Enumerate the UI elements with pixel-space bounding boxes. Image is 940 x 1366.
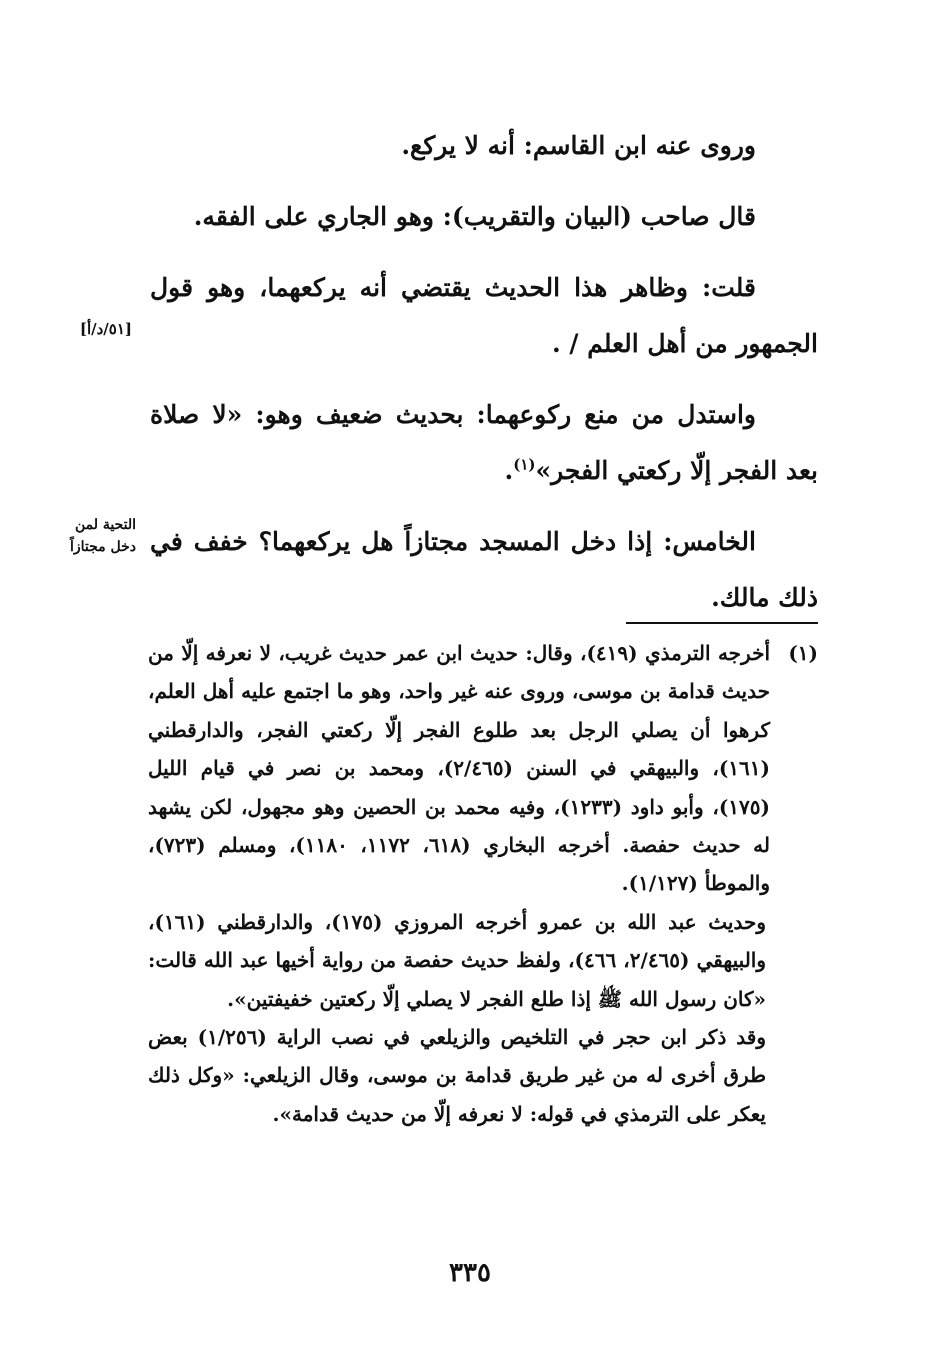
footnote-paragraph-1: أخرجه الترمذي (٤١٩)، وقال: حديث ابن عمر حديث غريب، لا نعرفه إلّا من حديث قدامة بن موسى، وروى عنه غير واحد، وهو ما اجتمع عليه أهل العلم، كرهوا أن يصلي الرجل بعد طلوع الفجر إلّا ركعتي الفجر، والدارقطني (١٦١)، والبيهقي في السنن (٢/٤٦٥)، ومحمد بن نصر في قيام الليل (١٧٥)، وأبو داود (١٢٣٣)، وفيه محمد بن الحصين وهو مجهول، لكن يشهد له حديث حفصة. أخرجه البخاري (٦١٨، ١١٧٢، ١١٨٠)، ومسلم (٧٢٣)، والموطأ (١/١٢٧). (148, 641, 770, 896)
footnote-reference[interactable]: (١) (513, 455, 536, 474)
paragraph-qultu-text: وظاهر هذا الحديث يقتضي أنه يركعهما، وهو قول الجمهور من أهل العلم / . (150, 273, 818, 358)
footnote-number: (١) (788, 641, 818, 665)
keyword-khamis: الخامس: (663, 527, 756, 556)
paragraph-ibn-al-qasim: وروى عنه ابن القاسم: أنه لا يركع. (401, 131, 756, 160)
manuscript-folio-marker: [٥١/د/أ] (79, 320, 132, 338)
main-text (150, 118, 818, 626)
side-heading-line-1: التحية لمن (74, 517, 136, 533)
footnotes (148, 634, 818, 1133)
keyword-qultu: قلت: (701, 273, 756, 302)
paragraph-khamis-text: إذا دخل المسجد مجتازاً هل يركعهما؟ خفف في ذلك مالك. (150, 527, 818, 612)
paragraph-bayan-taqrib: قال صاحب (البيان والتقريب): وهو الجاري على الفقه. (193, 202, 756, 231)
paragraph-istadalla (150, 387, 818, 499)
footnote-separator (626, 622, 818, 624)
paragraph-istadalla-end: . (504, 456, 514, 485)
side-heading (30, 514, 136, 558)
footnote-1 (148, 634, 818, 903)
paragraph-khamis (150, 514, 818, 626)
page-number: ٣٣٥ (449, 1258, 491, 1288)
paragraph-qultu (150, 260, 818, 372)
paragraph-istadalla-text: واستدل من منع ركوعهما: بحديث ضعيف وهو: «لا صلاة بعد الفجر إلّا ركعتي الفجر» (150, 400, 818, 485)
side-heading-line-2: دخل مجتازاً (69, 539, 136, 555)
footnote-paragraph-2: وحديث عبد الله بن عمرو أخرجه المروزي (١٧٥)، والدارقطني (١٦١)، والبيهقي (٢/٤٦٥، ٤٦٦)، ولفظ حديث حفصة من رواية أخيها عبد الله قالت: «كان رسول الله ﷺ إذا طلع الفجر لا يصلي إلّا ركعتين خفيفتين». (148, 909, 767, 1011)
footnote-paragraph-3: وقد ذكر ابن حجر في التلخيص والزيلعي في نصب الراية (١/٢٥٦) بعض طرق أخرى له من غير طريق قدامة بن موسى، وقال الزيلعي: «وكل ذلك يعكر على الترمذي في قوله: لا نعرفه إلّا من حديث قدامة». (148, 1025, 766, 1126)
